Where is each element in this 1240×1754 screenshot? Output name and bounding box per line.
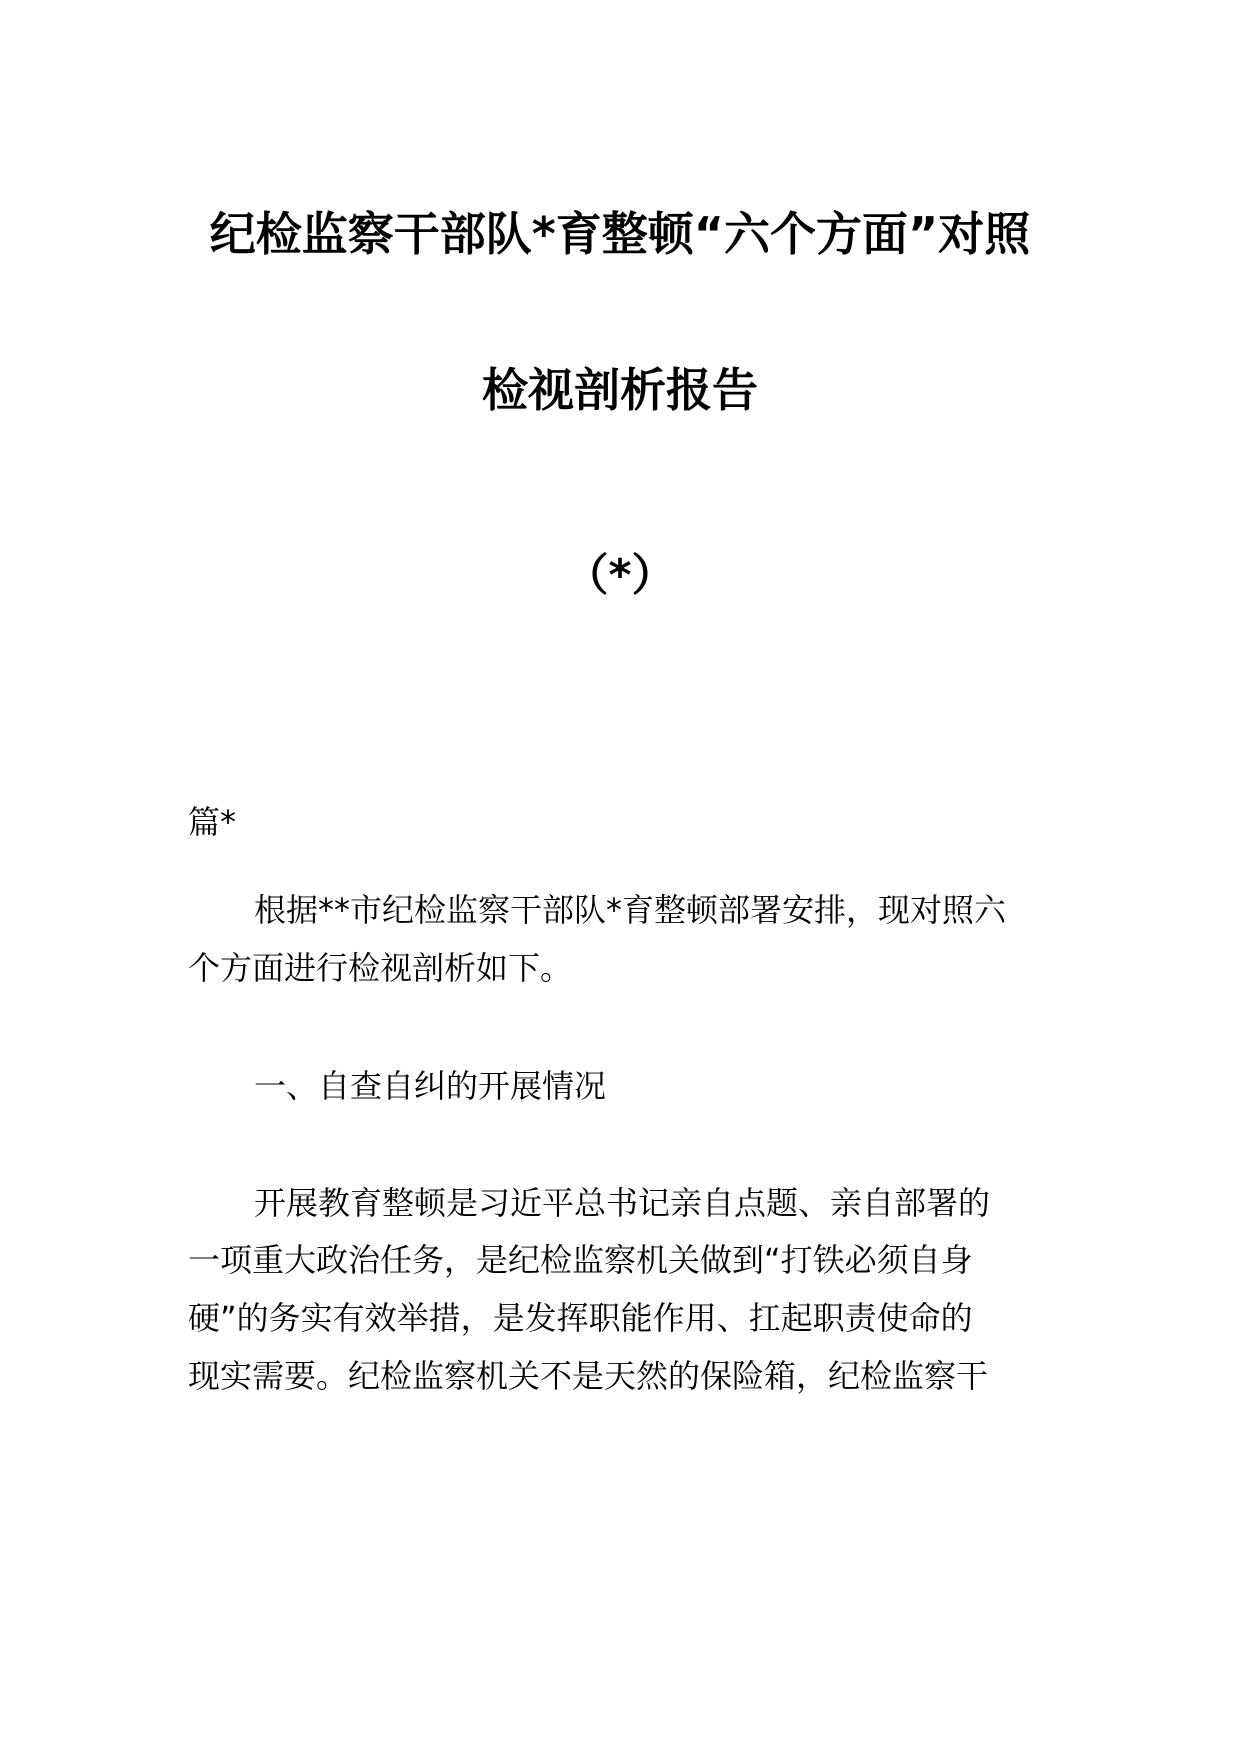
paragraph-1-line-2: 个方面进行检视剖析如下。 [188, 949, 573, 987]
section-label: 篇* [188, 803, 237, 841]
document-title-line-2: 检视剖析报告 [482, 363, 758, 417]
document-title-line-1: 纪检监察干部队*育整顿“六个方面”对照 [209, 207, 1031, 261]
section-heading-1: 一、自查自纠的开展情况 [254, 1067, 607, 1105]
paragraph-2-line-4: 现实需要。纪检监察机关不是天然的保险箱，纪检监察干 [188, 1357, 989, 1395]
paragraph-2-line-2: 一项重大政治任务，是纪检监察机关做到“打铁必须自身 [188, 1241, 973, 1279]
paragraph-2-line-1: 开展教育整顿是习近平总书记亲自点题、亲自部署的 [254, 1184, 991, 1222]
paragraph-1-line-1: 根据**市纪检监察干部队*育整顿部署安排，现对照六 [254, 891, 1007, 929]
paragraph-2-line-3: 硬”的务实有效举措，是发挥职能作用、扛起职责使命的 [188, 1299, 973, 1337]
document-subtitle: （*） [564, 550, 676, 601]
